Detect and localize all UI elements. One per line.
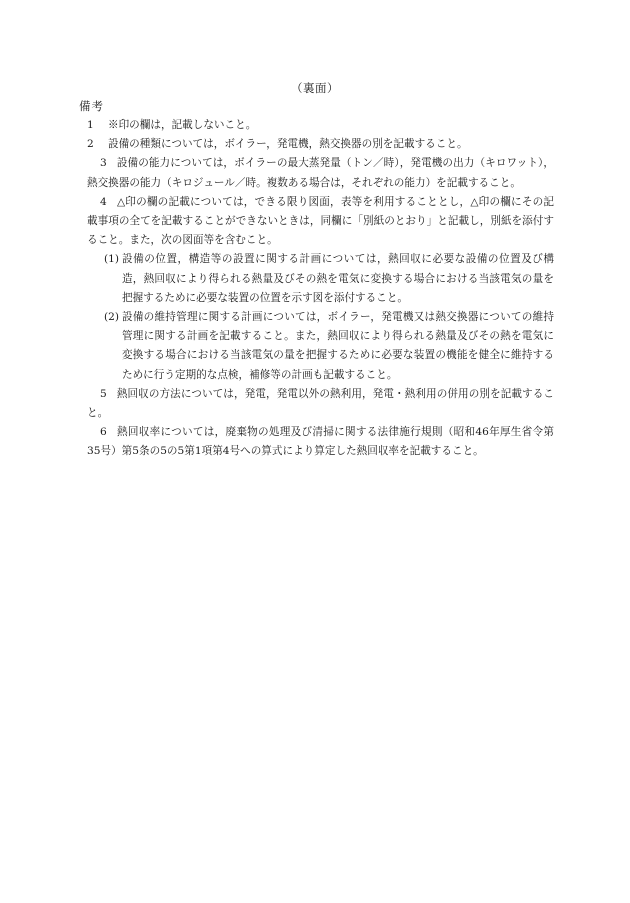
note-number: 4 — [100, 195, 107, 208]
notes-list — [79, 116, 554, 462]
note-item-3 — [79, 154, 554, 192]
note-text: 熱回収の方法については，発電，発電以外の熱利用，発電・熱利用の併用の別を記載すること。 — [87, 387, 554, 420]
note-text: 設備の維持管理に関する計画については，ボイラー，発電機又は熱交換器についての維持管理に関する計画を記載すること。また，熱回収により得られる熱量及びその熱を電気に変換する場合における当該電気の量を把握するために必要な装置の機能を健全に維持するために行う定期的な点検，補修等の計画も記載すること。 — [122, 311, 554, 381]
note-item-6 — [79, 423, 554, 461]
note-number: 2 — [87, 138, 94, 151]
note-number: 3 — [100, 157, 107, 170]
note-number: 6 — [100, 426, 107, 439]
note-text: 熱回収率については，廃棄物の処理及び清掃に関する法律施行規則（昭和46年厚生省令第35号）第5条の5の5第1項第4号への算式により算定した熱回収率を記載すること。 — [87, 426, 554, 458]
note-item-5 — [79, 385, 554, 423]
note-item-1 — [79, 116, 554, 135]
note-text: △印の欄の記載については，できる限り図面，表等を利用することとし，△印の欄にその記載事項の全てを記載することができないときは，同欄に「別紙のとおり」と記載し，別紙を添付すること。また，次の図面等を含むこと。 — [87, 195, 554, 247]
note-item-4 — [79, 193, 554, 251]
notes-heading: 備考 — [79, 99, 104, 113]
note-number: 1 — [87, 119, 94, 131]
note-text: 設備の種類については，ボイラー，発電機，熱交換器の別を記載すること。 — [108, 138, 468, 151]
note-number: 5 — [100, 387, 107, 400]
note-text: 設備の能力については，ボイラーの最大蒸発量（トン／時），発電機の出力（キロワット），熱交換器の能力（キロジュール／時。複数ある場合は，それぞれの能力）を記載すること。 — [87, 157, 554, 189]
note-number: (2) — [104, 311, 120, 324]
note-subitem-2 — [79, 308, 554, 385]
note-number: (1) — [104, 253, 120, 266]
note-subitem-1 — [79, 250, 554, 308]
note-item-2 — [79, 135, 554, 154]
note-text: ※印の欄は，記載しないこと。 — [108, 119, 257, 131]
note-text: 設備の位置，構造等の設置に関する計画については，熱回収に必要な設備の位置及び構造，熱回収により得られる熱量及びその熱を電気に変換する場合における当該電気の量を把握するために必要な装置の位置を示す図を添付すること。 — [122, 253, 554, 304]
page-side-label: （裏面） — [291, 81, 339, 95]
